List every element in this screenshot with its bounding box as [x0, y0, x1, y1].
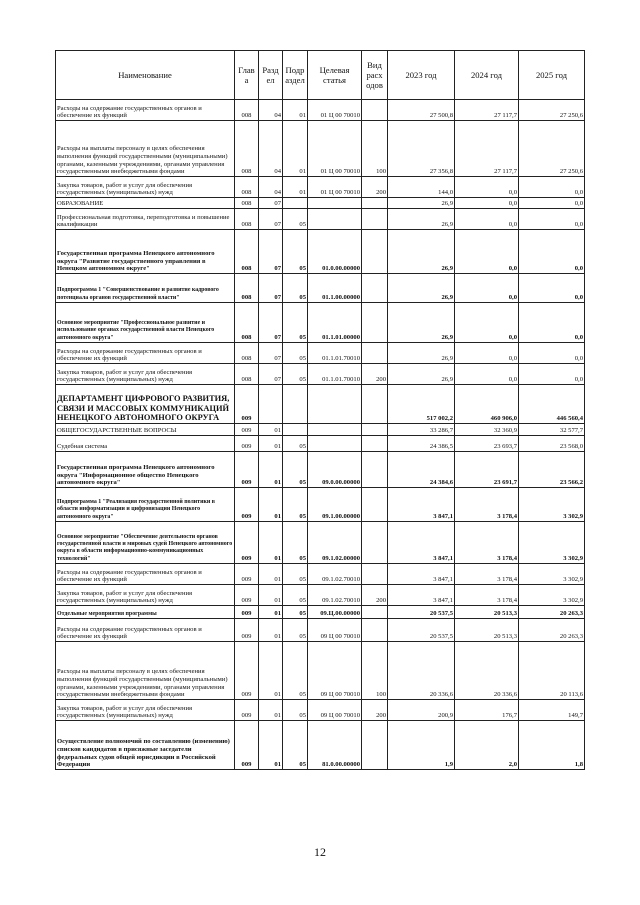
- row-vid: [362, 721, 388, 770]
- row-razdel: 04: [259, 177, 283, 198]
- row-2024: 0,0: [455, 230, 519, 274]
- row-2023: 26,9: [388, 303, 455, 343]
- row-article: [308, 436, 362, 452]
- row-glava: 008: [235, 274, 259, 303]
- row-glava: 009: [235, 436, 259, 452]
- row-podrazdel: 05: [283, 364, 308, 385]
- row-2025: 23 566,2: [519, 452, 585, 488]
- row-2024: 23 691,7: [455, 452, 519, 488]
- row-2024: 0,0: [455, 364, 519, 385]
- header-2025: 2025 год: [519, 51, 585, 100]
- table-row: [56, 721, 585, 770]
- row-2024: 0,0: [455, 343, 519, 364]
- header-2024: 2024 год: [455, 51, 519, 100]
- row-article: 01 Ц 00 70010: [308, 100, 362, 121]
- row-glava: 008: [235, 343, 259, 364]
- row-name: Подпрограмма 1 "Реализация государственной политики в области информатизации и цифровизации Ненецкого автономного округа": [56, 488, 235, 522]
- row-razdel: 07: [259, 230, 283, 274]
- row-vid: [362, 606, 388, 619]
- row-vid: 200: [362, 700, 388, 721]
- row-vid: 200: [362, 585, 388, 606]
- header-article: Целевая статья: [308, 51, 362, 100]
- row-vid: 100: [362, 642, 388, 700]
- row-glava: 008: [235, 303, 259, 343]
- row-2025: 20 263,3: [519, 606, 585, 619]
- row-name: Осуществление полномочий по составлению (изменению) списков кандидатов в присяжные заседатели федеральных судов общей юрисдикции в Российской Федерации: [56, 721, 235, 770]
- row-2025: 0,0: [519, 274, 585, 303]
- row-glava: 008: [235, 121, 259, 177]
- row-glava: 008: [235, 364, 259, 385]
- row-2025: 3 302,9: [519, 564, 585, 585]
- row-2024: 2,0: [455, 721, 519, 770]
- page-number: 12: [314, 845, 326, 859]
- row-glava: 009: [235, 488, 259, 522]
- header-razdel: Разд ел: [259, 51, 283, 100]
- row-podrazdel: 05: [283, 522, 308, 564]
- table-row: [56, 100, 585, 121]
- row-2025: 27 250,6: [519, 121, 585, 177]
- row-razdel: 01: [259, 642, 283, 700]
- row-article: 09.Ц.00.00000: [308, 606, 362, 619]
- table-row: [56, 700, 585, 721]
- row-razdel: 01: [259, 424, 283, 436]
- table-row: [56, 522, 585, 564]
- row-2025: 0,0: [519, 198, 585, 209]
- row-2023: 33 286,7: [388, 424, 455, 436]
- row-article: 09.1.02.00000: [308, 522, 362, 564]
- table-row: [56, 488, 585, 522]
- row-name: Государственная программа Ненецкого автономного округа "Развитие государственного управления в Ненецком автономном округе": [56, 230, 235, 274]
- row-glava: 009: [235, 642, 259, 700]
- row-2025: 1,8: [519, 721, 585, 770]
- row-vid: [362, 303, 388, 343]
- header-podrazdel: Подр аздел: [283, 51, 308, 100]
- row-2025: 20 113,6: [519, 642, 585, 700]
- row-2025: 0,0: [519, 177, 585, 198]
- row-name: Профессиональная подготовка, переподготовка и повышение квалификации: [56, 209, 235, 230]
- row-razdel: 01: [259, 700, 283, 721]
- row-razdel: 01: [259, 585, 283, 606]
- row-podrazdel: 05: [283, 303, 308, 343]
- row-2025: 0,0: [519, 303, 585, 343]
- table-row: [56, 343, 585, 364]
- row-glava: 009: [235, 721, 259, 770]
- row-2024: 32 360,9: [455, 424, 519, 436]
- row-2023: 3 847,1: [388, 488, 455, 522]
- row-article: [308, 198, 362, 209]
- row-2023: 27 356,8: [388, 121, 455, 177]
- row-podrazdel: 05: [283, 488, 308, 522]
- row-2025: 32 577,7: [519, 424, 585, 436]
- table-row: [56, 424, 585, 436]
- row-razdel: 01: [259, 452, 283, 488]
- row-article: [308, 385, 362, 424]
- row-2024: 23 693,7: [455, 436, 519, 452]
- table-row: [56, 385, 585, 424]
- row-2024: 0,0: [455, 177, 519, 198]
- row-name: Закупка товаров, работ и услуг для обеспечения государственных (муниципальных) нужд: [56, 177, 235, 198]
- row-glava: 008: [235, 177, 259, 198]
- row-2024: 176,7: [455, 700, 519, 721]
- row-podrazdel: 05: [283, 606, 308, 619]
- row-2024: 20 513,3: [455, 619, 519, 642]
- row-podrazdel: 05: [283, 209, 308, 230]
- row-2023: 3 847,1: [388, 585, 455, 606]
- row-2023: 26,9: [388, 274, 455, 303]
- table-row: [56, 606, 585, 619]
- row-vid: 200: [362, 364, 388, 385]
- row-name: Государственная программа Ненецкого автономного округа "Информационное общество Ненецкого автономного округа": [56, 452, 235, 488]
- row-podrazdel: [283, 198, 308, 209]
- row-podrazdel: 05: [283, 230, 308, 274]
- row-podrazdel: 05: [283, 274, 308, 303]
- row-name: Отдельные мероприятия программы: [56, 606, 235, 619]
- row-name: Расходы на содержание государственных органов и обеспечение их функций: [56, 100, 235, 121]
- row-2025: 20 263,3: [519, 619, 585, 642]
- row-name: ОБРАЗОВАНИЕ: [56, 198, 235, 209]
- table-row: [56, 198, 585, 209]
- row-podrazdel: 05: [283, 642, 308, 700]
- row-glava: 009: [235, 452, 259, 488]
- row-vid: [362, 385, 388, 424]
- budget-table: [55, 50, 585, 770]
- row-name: Основное мероприятие "Обеспечение деятельности органов государственной власти и мировых судей Ненецкого автономного округа в области информационно-коммуникационных технологий": [56, 522, 235, 564]
- row-razdel: 01: [259, 606, 283, 619]
- row-article: [308, 424, 362, 436]
- row-2023: 20 537,5: [388, 619, 455, 642]
- row-2024: 20 513,3: [455, 606, 519, 619]
- row-razdel: 07: [259, 343, 283, 364]
- row-2024: 3 178,4: [455, 488, 519, 522]
- row-vid: 100: [362, 121, 388, 177]
- row-razdel: 07: [259, 364, 283, 385]
- row-2023: 26,9: [388, 209, 455, 230]
- header-glava: Глав а: [235, 51, 259, 100]
- row-glava: 009: [235, 585, 259, 606]
- row-podrazdel: 05: [283, 700, 308, 721]
- row-article: [308, 209, 362, 230]
- row-2023: 20 336,6: [388, 642, 455, 700]
- row-name: Основное мероприятие "Профессиональное развитие и использование органах государственной власти Ненецкого автономного округа": [56, 303, 235, 343]
- row-vid: [362, 198, 388, 209]
- row-vid: [362, 522, 388, 564]
- table-row: [56, 564, 585, 585]
- row-glava: 009: [235, 424, 259, 436]
- row-2023: 26,9: [388, 230, 455, 274]
- table-row: [56, 585, 585, 606]
- row-razdel: 01: [259, 488, 283, 522]
- row-article: 81.0.00.00000: [308, 721, 362, 770]
- row-2025: 0,0: [519, 230, 585, 274]
- row-name: Расходы на выплаты персоналу в целях обеспечения выполнения функций государственными (муниципальными) органами, казенными учреждениями, органами управления государственными внебюджетными фондами: [56, 642, 235, 700]
- table-row: [56, 209, 585, 230]
- row-vid: [362, 100, 388, 121]
- row-podrazdel: 01: [283, 177, 308, 198]
- row-2025: 0,0: [519, 364, 585, 385]
- row-article: 01.1.01.70010: [308, 364, 362, 385]
- row-razdel: 01: [259, 522, 283, 564]
- row-vid: [362, 209, 388, 230]
- header-2023: 2023 год: [388, 51, 455, 100]
- row-name: Расходы на содержание государственных органов и обеспечение их функций: [56, 564, 235, 585]
- row-glava: 009: [235, 606, 259, 619]
- row-2025: 446 560,4: [519, 385, 585, 424]
- row-glava: 009: [235, 564, 259, 585]
- row-article: 09.0.00.00000: [308, 452, 362, 488]
- row-2024: 3 178,4: [455, 522, 519, 564]
- row-name: Закупка товаров, работ и услуг для обеспечения государственных (муниципальных) нужд: [56, 364, 235, 385]
- row-razdel: 07: [259, 198, 283, 209]
- row-2025: 3 302,9: [519, 522, 585, 564]
- row-2025: 3 302,9: [519, 488, 585, 522]
- row-2023: 26,9: [388, 364, 455, 385]
- table-row: [56, 436, 585, 452]
- row-article: 09 Ц 00 70010: [308, 619, 362, 642]
- row-vid: [362, 424, 388, 436]
- row-name: ДЕПАРТАМЕНТ ЦИФРОВОГО РАЗВИТИЯ, СВЯЗИ И МАССОВЫХ КОММУНИКАЦИЙ НЕНЕЦКОГО АВТОНОМНОГО ОКРУГА: [56, 385, 235, 424]
- row-podrazdel: 05: [283, 564, 308, 585]
- row-glava: 008: [235, 230, 259, 274]
- row-vid: [362, 230, 388, 274]
- row-razdel: 01: [259, 721, 283, 770]
- row-2024: 460 906,0: [455, 385, 519, 424]
- table-row: [56, 177, 585, 198]
- row-glava: 008: [235, 100, 259, 121]
- row-podrazdel: 05: [283, 619, 308, 642]
- row-article: 09.1.02.70010: [308, 564, 362, 585]
- row-podrazdel: 05: [283, 585, 308, 606]
- row-vid: [362, 343, 388, 364]
- row-2023: 1,9: [388, 721, 455, 770]
- row-2025: 3 302,9: [519, 585, 585, 606]
- row-article: 01.1.00.00000: [308, 274, 362, 303]
- row-vid: [362, 564, 388, 585]
- row-2023: 20 537,5: [388, 606, 455, 619]
- row-razdel: [259, 385, 283, 424]
- row-name: Судебная система: [56, 436, 235, 452]
- row-article: 09.1.00.00000: [308, 488, 362, 522]
- row-2025: 0,0: [519, 343, 585, 364]
- row-2024: 27 117,7: [455, 100, 519, 121]
- row-2023: 24 384,6: [388, 452, 455, 488]
- row-glava: 009: [235, 700, 259, 721]
- row-glava: 008: [235, 198, 259, 209]
- row-podrazdel: 01: [283, 100, 308, 121]
- table-row: [56, 364, 585, 385]
- row-2023: 26,9: [388, 343, 455, 364]
- row-name: Закупка товаров, работ и услуг для обеспечения государственных (муниципальных) нужд: [56, 700, 235, 721]
- row-2024: 20 336,6: [455, 642, 519, 700]
- row-2023: 3 847,1: [388, 522, 455, 564]
- row-name: ОБЩЕГОСУДАРСТВЕННЫЕ ВОПРОСЫ: [56, 424, 235, 436]
- row-name: Подпрограмма 1 "Совершенствование и развитие кадрового потенциала органов государственной власти": [56, 274, 235, 303]
- row-razdel: 01: [259, 436, 283, 452]
- row-razdel: 07: [259, 274, 283, 303]
- row-article: 09 Ц 00 70010: [308, 642, 362, 700]
- row-2023: 27 500,8: [388, 100, 455, 121]
- row-2024: 0,0: [455, 198, 519, 209]
- row-2024: 27 117,7: [455, 121, 519, 177]
- row-2024: 0,0: [455, 303, 519, 343]
- row-name: Расходы на выплаты персоналу в целях обеспечения выполнения функций государственными (муниципальными) органами, казенными учреждениями, органами управления государственными внебюджетными фондами: [56, 121, 235, 177]
- row-vid: [362, 488, 388, 522]
- table-row: [56, 452, 585, 488]
- row-name: Расходы на содержание государственных органов и обеспечение их функций: [56, 343, 235, 364]
- row-razdel: 04: [259, 121, 283, 177]
- row-glava: 009: [235, 522, 259, 564]
- row-2023: 517 002,2: [388, 385, 455, 424]
- row-2024: 3 178,4: [455, 585, 519, 606]
- budget-table-page: [55, 50, 584, 770]
- row-name: Расходы на содержание государственных органов и обеспечение их функций: [56, 619, 235, 642]
- table-header-row: [56, 51, 585, 100]
- row-2025: 149,7: [519, 700, 585, 721]
- row-podrazdel: [283, 385, 308, 424]
- row-article: 01.1.01.00000: [308, 303, 362, 343]
- row-2025: 23 568,0: [519, 436, 585, 452]
- row-article: 01.1.01.70010: [308, 343, 362, 364]
- table-row: [56, 642, 585, 700]
- row-article: 09 Ц 00 70010: [308, 700, 362, 721]
- row-2024: 3 178,4: [455, 564, 519, 585]
- table-row: [56, 274, 585, 303]
- row-2025: 27 250,6: [519, 100, 585, 121]
- row-article: 01.0.00.00000: [308, 230, 362, 274]
- row-2023: 144,0: [388, 177, 455, 198]
- row-article: 01 Ц 00 70010: [308, 177, 362, 198]
- row-podrazdel: 05: [283, 721, 308, 770]
- row-2023: 3 847,1: [388, 564, 455, 585]
- row-razdel: 01: [259, 564, 283, 585]
- row-glava: 008: [235, 209, 259, 230]
- row-2024: 0,0: [455, 274, 519, 303]
- row-vid: [362, 619, 388, 642]
- row-razdel: 07: [259, 303, 283, 343]
- row-2023: 24 386,5: [388, 436, 455, 452]
- row-vid: 200: [362, 177, 388, 198]
- row-podrazdel: 05: [283, 452, 308, 488]
- row-2023: 26,9: [388, 198, 455, 209]
- row-vid: [362, 452, 388, 488]
- table-row: [56, 230, 585, 274]
- table-row: [56, 121, 585, 177]
- row-vid: [362, 274, 388, 303]
- header-name: Наименование: [56, 51, 235, 100]
- row-name: Закупка товаров, работ и услуг для обеспечения государственных (муниципальных) нужд: [56, 585, 235, 606]
- table-row: [56, 303, 585, 343]
- row-podrazdel: 01: [283, 121, 308, 177]
- table-row: [56, 619, 585, 642]
- row-glava: 009: [235, 385, 259, 424]
- row-glava: 009: [235, 619, 259, 642]
- row-vid: [362, 436, 388, 452]
- row-razdel: 07: [259, 209, 283, 230]
- row-article: 09.1.02.70010: [308, 585, 362, 606]
- row-2025: 0,0: [519, 209, 585, 230]
- row-article: 01 Ц 00 70010: [308, 121, 362, 177]
- row-podrazdel: 05: [283, 343, 308, 364]
- row-razdel: 01: [259, 619, 283, 642]
- header-vid: Вид расх одов: [362, 51, 388, 100]
- row-razdel: 04: [259, 100, 283, 121]
- row-podrazdel: [283, 424, 308, 436]
- row-2023: 200,9: [388, 700, 455, 721]
- row-podrazdel: 05: [283, 436, 308, 452]
- row-2024: 0,0: [455, 209, 519, 230]
